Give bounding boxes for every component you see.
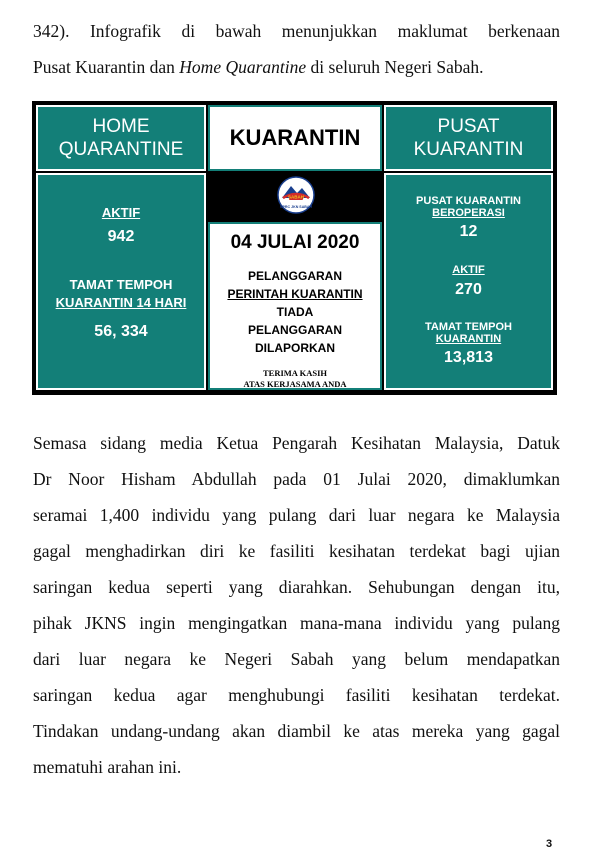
pusat-tamat-value: 13,813 — [444, 349, 493, 366]
home-aktif-value: 942 — [107, 228, 135, 245]
home-header-line-2: QUARANTINE — [58, 139, 184, 160]
thanks-line-2: ATAS KERJASAMA ANDA — [243, 379, 347, 389]
body-line-4: gagal menghadirkan diri ke fasiliti kesihatan terdekat bagi ujian — [33, 541, 560, 561]
pusat-kuarantin-stats — [384, 173, 553, 390]
home-quarantine-header — [36, 105, 206, 171]
body-line-2: Dr Noor Hisham Abdullah pada 01 Julai 2020, dimaklumkan — [33, 469, 560, 489]
body-line-9: Tindakan undang-undang akan diambil ke atas mereka yang gagal — [33, 721, 560, 741]
intro-line-2-end: di seluruh Negeri Sabah. — [306, 57, 484, 77]
body-line-3: seramai 1,400 individu yang pulang dari luar negara ke Malaysia — [33, 505, 560, 525]
body-line-5: saringan kedua seperti yang diarahkan. Sehubungan dengan itu, — [33, 577, 560, 597]
body-line-8: saringan kedua agar menghubungi fasiliti kesihatan terdekat. — [33, 685, 560, 705]
home-tamat-label-2: KUARANTIN 14 HARI — [55, 295, 187, 310]
logo-top-text: SABAH — [287, 194, 305, 200]
pusat-header-line-2: KUARANTIN — [413, 139, 524, 160]
pusat-aktif-label: AKTIF — [452, 264, 485, 276]
body-line-7: dari luar negara ke Negeri Sabah yang belum mendapatkan — [33, 649, 560, 669]
msg-line-2: PERINTAH KUARANTIN — [227, 287, 363, 301]
pusat-header-line-1: PUSAT — [437, 116, 500, 137]
body-line-6: pihak JKNS ingin mengingatkan mana-mana individu yang pulang — [33, 613, 560, 633]
home-header-line-1: HOME — [92, 116, 150, 137]
body-paragraph — [33, 425, 560, 785]
home-aktif-label: AKTIF — [101, 205, 141, 220]
violation-message — [210, 267, 380, 357]
home-tamat-label-1: TAMAT TEMPOH — [69, 277, 173, 292]
pusat-aktif-value: 270 — [455, 281, 482, 298]
home-quarantine-stats — [36, 173, 206, 390]
intro-line-2 — [33, 49, 560, 85]
pusat-beroperasi-label-2: BEROPERASI — [432, 207, 505, 219]
report-date: 04 JULAI 2020 — [230, 232, 360, 253]
intro-paragraph — [33, 13, 560, 85]
thank-you-note — [210, 368, 380, 390]
thanks-line-1: TERIMA KASIH — [263, 368, 327, 378]
kuarantin-title: KUARANTIN — [229, 125, 361, 150]
center-date-panel — [208, 222, 382, 390]
pusat-tamat-label-2: KUARANTIN — [435, 333, 502, 345]
pusat-tamat-label-1: TAMAT TEMPOH — [425, 321, 512, 333]
home-tamat-value: 56, 334 — [94, 323, 148, 340]
body-line-1: Semasa sidang media Ketua Pengarah Kesihatan Malaysia, Datuk — [33, 433, 560, 453]
msg-line-4: PELANGGARAN — [247, 323, 342, 337]
kuarantin-infographic — [32, 101, 557, 395]
sabah-cprc-jkn-logo-icon — [276, 176, 316, 214]
kuarantin-header — [208, 105, 382, 171]
msg-line-3: TIADA — [276, 305, 314, 319]
page-number: 3 — [546, 838, 553, 850]
intro-line-2-start: Pusat Kuarantin dan — [33, 57, 180, 77]
msg-line-1: PELANGGARAN — [247, 269, 342, 283]
intro-line-2-italic: Home Quarantine — [179, 57, 307, 77]
body-line-10: mematuhi arahan ini. — [33, 757, 182, 777]
pusat-kuarantin-header — [384, 105, 553, 171]
pusat-beroperasi-value: 12 — [459, 223, 478, 240]
logo-ring-text: CPRC JKN SABAH — [279, 205, 313, 209]
msg-line-5: DILAPORKAN — [255, 341, 335, 355]
intro-line-1: 342). Infografik di bawah menunjukkan maklumat berkenaan — [33, 21, 560, 41]
pusat-beroperasi-label-1: PUSAT KUARANTIN — [416, 195, 521, 207]
